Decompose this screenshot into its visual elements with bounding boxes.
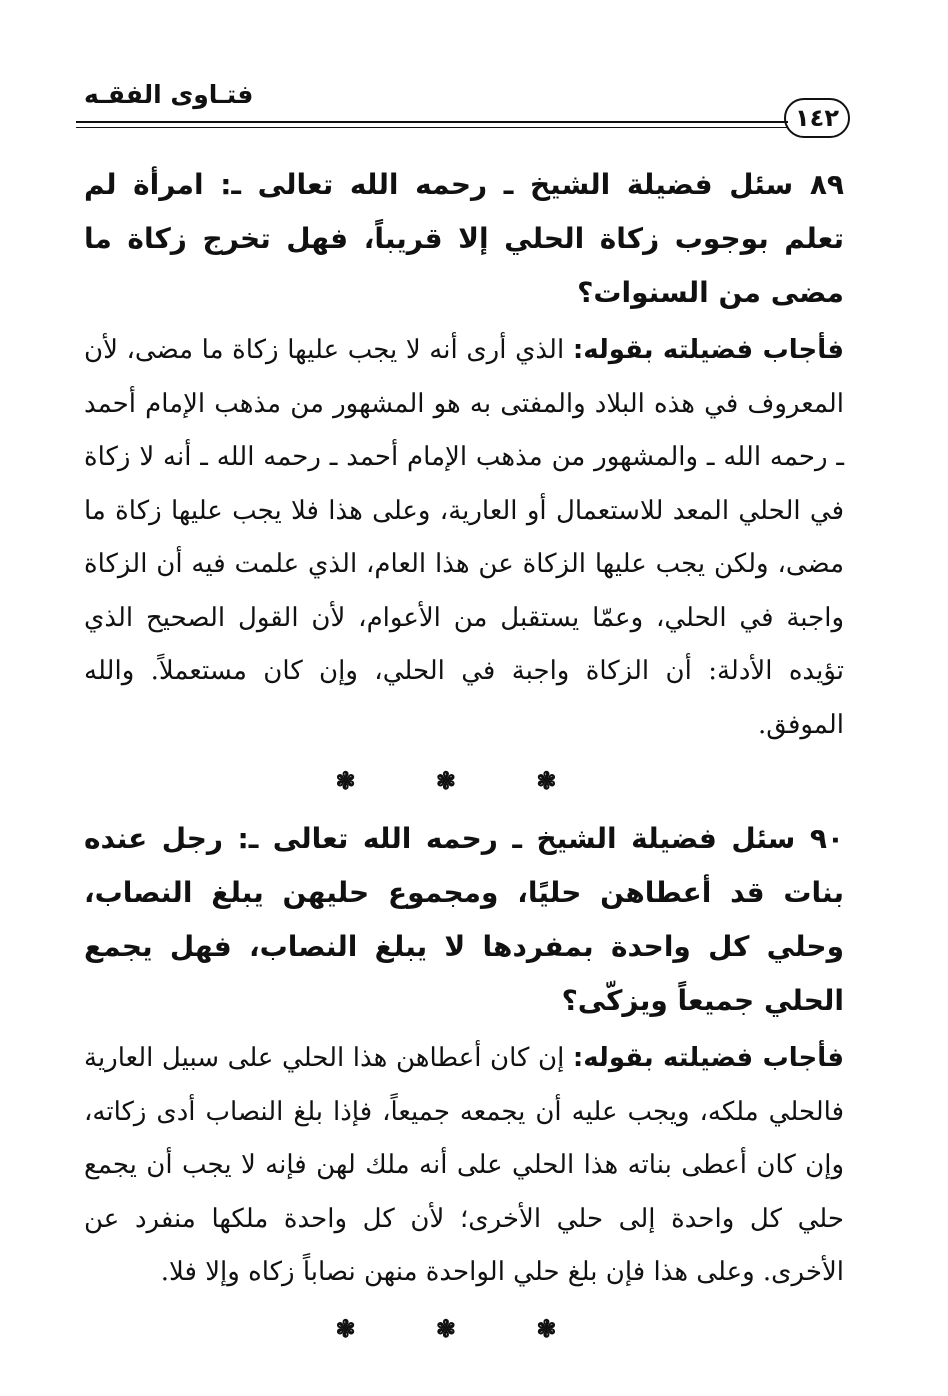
fatwa-89-answer-body: الذي أرى أنه لا يجب عليها زكاة ما مضى، لأن المعروف في هذه البلاد والمفتى به هو المشهور من مذهب الإمام أحمد ـ رحمه الله ـ والمشهور من مذهب الإمام أحمد ـ رحمه الله ـ أنه لا زكاة في الحلي المعد للاستعمال أو العارية، وعلى هذا فلا يجب عليها زكاة ما مضى، ولكن يجب عليها الزكاة عن هذا العام، الذي علمت فيه أن الزكاة واجبة في الحلي، وعمّا يستقبل من الأعوام، لأن القول الصحيح الذي تؤيده الأدلة: أن الزكاة واجبة في الحلي، وإن كان مستعملاً. والله الموفق. xyxy=(84,335,844,740)
section-separator: ❃ ❃ ❃ xyxy=(335,766,593,795)
header-rule-thin xyxy=(76,127,788,128)
section-separator-end: ❃ ❃ ❃ xyxy=(335,1313,593,1343)
fatwa-90-answer-lead: فأجاب فضيلته بقوله: xyxy=(572,1043,844,1073)
fatwa-90-question: ٩٠ سئل فضيلة الشيخ ـ رحمه الله تعالى ـ: رجل عنده بنات قد أعطاهن حليًا، ومجموع حليهن يبلغ النصاب، وحلي كل واحدة بمفردها لا يبلغ النصاب، فهل يجمع الحلي جميعاً ويزكّى؟ xyxy=(84,822,844,1017)
running-header-title: فتـاوى الفقـه xyxy=(84,80,254,109)
fatwa-89-question: ٨٩ سئل فضيلة الشيخ ـ رحمه الله تعالى ـ: امرأة لم تعلم بوجوب زكاة الحلي إلا قريباً، فهل تخرج زكاة ما مضى من السنوات؟ xyxy=(84,168,844,309)
header-rule xyxy=(76,121,788,123)
fatwa-90-answer xyxy=(84,1032,844,1300)
fatwa-89-answer xyxy=(84,324,844,752)
fatwa-89-answer-lead: فأجاب فضيلته بقوله: xyxy=(572,335,844,365)
page-body xyxy=(84,158,844,1360)
fatwa-90-answer-body: إن كان أعطاهن هذا الحلي على سبيل العارية فالحلي ملكه، ويجب عليه أن يجمعه جميعاً، فإذا بلغ النصاب أدى زكاته، وإن كان أعطى بناته هذا الحلي على أنه ملك لهن فإنه لا يجب أن يجمع حلي كل واحدة إلى حلي الأخرى؛ لأن كل واحدة ملكها منفرد عن الأخرى. وعلى هذا فإن بلغ حلي الواحدة منهن نصاباً زكاه وإلا فلا. xyxy=(84,1043,844,1287)
page-number: ١٤٢ xyxy=(784,98,850,138)
